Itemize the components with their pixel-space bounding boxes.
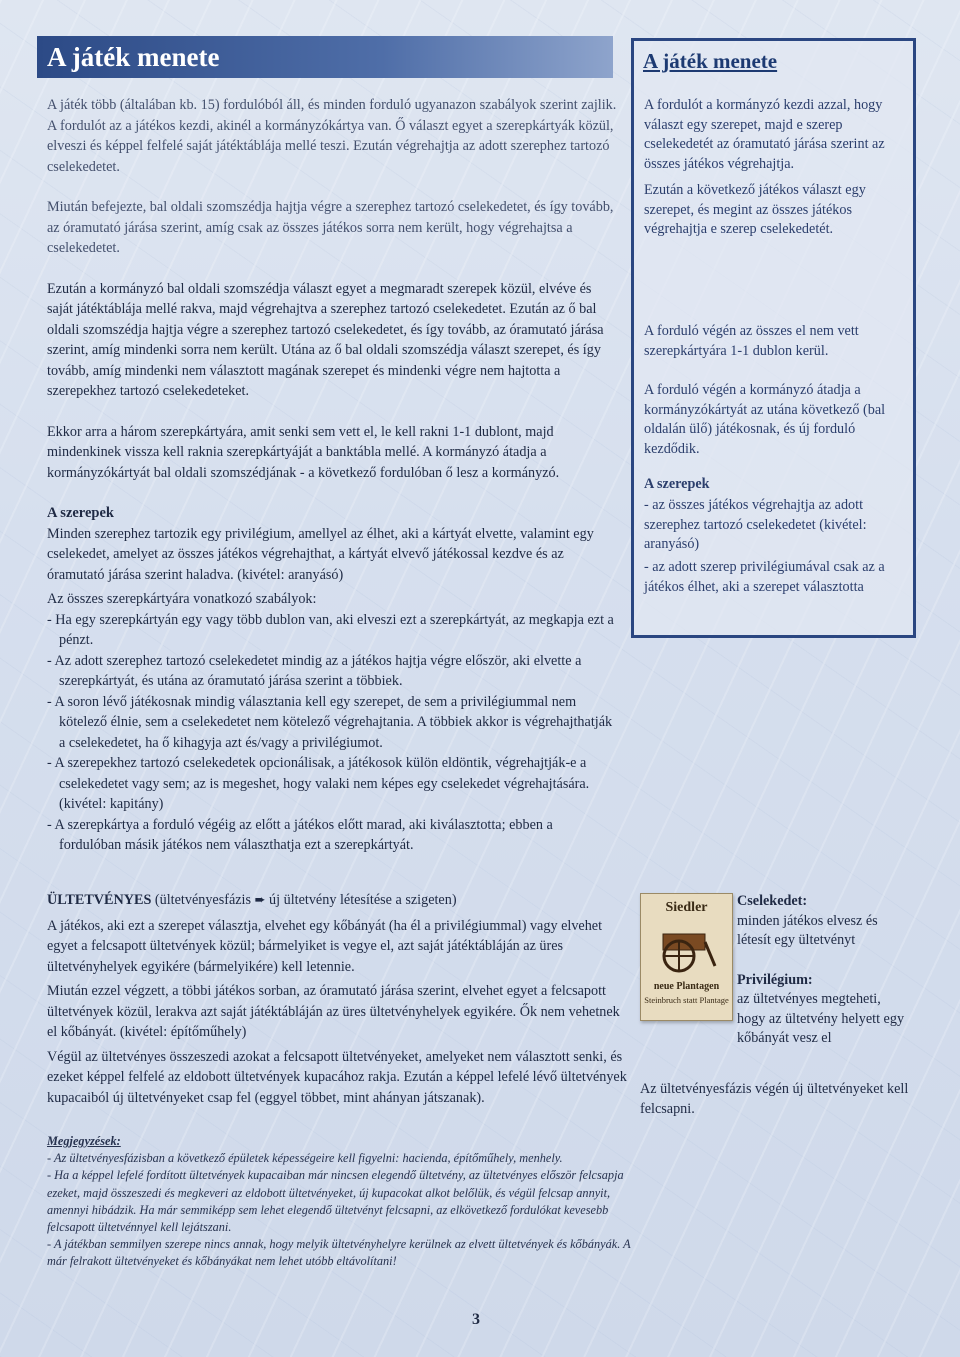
card-brand: Siedler [665,900,708,915]
planter-paragraph-2: Miután ezzel végzett, a többi játékos sorban, az óramutató járása szerint, elvehet egyet a felcsapott ültetvények közül, lerakva azt saját játéktábláján az üres ültetvényhelyek egyikére. Ők nem vehetnek el kőbányát. (kivétel: építőműhely) [47,983,620,1040]
notes-title: Megjegyzések: [47,1134,121,1148]
card-info-end: Az ültetvényesfázis végén új ültetvényeket kell felcsapni. [640,1081,909,1117]
sidebar-roles-item-1: - az összes játékos végrehajtja az adott szerephez tartozó cselekedetet (kivétel: aranyásó) [644,497,867,552]
action-text: minden játékos elvesz és létesít egy ültetvényt [737,912,878,948]
paragraph-3: Ezután a kormányzó bal oldali szomszédja választ egyet a megmaradt szerepek közül, elvéve és saját játéktáblája mellé rakva, majd végrehajtva a szerephez tartozó cselekedetet. Ezután az ő bal oldali szomszédja hajtja végre a szerephez tartozó cselekedetet, és így tovább, az óramutató járása szerint, amíg mindenki sorra nem került. Utána az ő bal oldali szomszédja választ szerepet, és így tovább, amíg mindenki nem választott magának szerepet és mindenki végre nem hajtotta a szerepekhez tartozó cselekedeteket. [47,280,604,399]
sidebar-text-2: Ezután a következő játékos választ egy szerepet, és megint az összes játékos végrehajtja e szerep cselekedetét. [644,182,866,237]
action-label: Cselekedet: [737,893,808,909]
roles-paragraph: Minden szerephez tartozik egy privilégium, amellyel az élhet, aki a kártyát elvette, valamint egy cselekedet, amelyet az összes játékos végrehajthat, a kártyát elvevő játékossal kezdve és az óramutató járása szerint haladva. (kivétel: aranyásó) [47,525,594,583]
planter-section [47,890,627,1112]
sidebar-roles-item-2: - az adott szerep privilégiumával csak az a játékos élhet, aki a szerepet választotta [644,559,885,595]
paragraph-2: Miután befejezte, bal oldali szomszédja hajtja végre a szerephez tartozó cselekedetet, és így tovább, az óramutató járása szerint, amíg csak az összes játékos sorra nem került, hogy végrehajtsa a cselekedetet. [47,199,614,256]
planter-paragraph-1: A játékos, aki ezt a szerepet választja, elvehet egy kőbányát (ha él a privilégiummal) vagy elvehet egyet a felcsapott ültetvények közül; bármelyiket is vegye el, azt saját játéktábláján az üres ültetvényhelyek egyikére (bármelyikére) kell letennie. [47,917,603,975]
note-item: - A játékban semmilyen szerepe nincs annak, hogy melyik ültetvényhelyre kerülnek az elvett ültetvények és kőbányák. A már felrakott ültetvényeket és kőbányákat nem lehet utóbb eltávolítani! [47,1237,631,1269]
main-column [47,95,617,856]
list-item: - A szerepkártya a forduló végéig az előtt a játékos előtt marad, aki kiválasztotta; ebben a fordulóban másik játékos nem választhatja ezt a szerepkártyát. [47,816,553,853]
summary-sidebar [631,38,916,638]
notes-section [47,1133,632,1271]
rules-intro: Az összes szerepkártyára vonatkozó szabályok: [47,591,317,607]
role-card-image [640,893,733,1021]
planter-title: ÜLTETVÉNYES [47,892,152,908]
paragraph-4: Ekkor arra a három szerepkártyára, amit senki sem vett el, le kell rakni 1-1 dublont, majd mindenkinek vissza kell raknia szerepkártyáját a banktábla mellé. A kormányzó átadja a kormányzókártyát bal oldali szomszédjának - a következő fordulóban ő lesz a kormányzó. [47,423,560,481]
card-title: neue Plantagen [653,981,720,992]
sidebar-title: A játék menete [643,49,778,73]
intro-paragraph: A játék több (általában kb. 15) fordulóból áll, és minden forduló ugyanazon szabályok szerint zajlik. A fordulót az a játékos kezdi, akinél a kormányzókártya van. Ő választ egyet a szerepkártyák közül, elveszi és képpel felfelé saját játéktáblája mellé teszi. Ezután végrehajtja az adott szerephez tartozó cselekedetet. [47,97,617,175]
list-item: - Ha egy szerepkártyán egy vagy több dublon van, aki elveszi ezt a szerepkártyát, az megkapja ezt a pénzt. [47,611,614,648]
rules-list [47,610,617,856]
roles-heading: A szerepek [47,505,114,521]
privilege-label: Privilégium: [737,971,813,988]
cart-icon [657,920,717,976]
list-item: - Az adott szerephez tartozó cselekedetet mindig az a játékos hajtja végre először, aki elvette a szerepkártyát, és utána az óramutató járása szerint a többiek. [47,652,582,689]
sidebar-text-4: A forduló végén a kormányzó átadja a kormányzókártyát az utána következő (bal oldalán ülő) játékosnak, és új forduló kezdődik. [644,382,886,457]
sidebar-roles-heading: A szerepek [644,476,710,492]
note-item: - Ha a képpel lefelé fordított ültetvények kupacaiban már nincsen elegendő ültetvény, az ültetvényes először felcsapja ezeket, majd összeszedi és megkeveri az eldobott ültetvényeket, új kupacokat alkot belőlük, és végül felcsap annyit, amennyi hibádzik. Ha már semmiképp sem lehet elegendő ültetvényt felcsapni, az elkövetkező fordulókat kevesebb felcsapott ültetvénnyel kell lejátszani. [47,1168,624,1235]
card-info [737,892,912,1049]
sidebar-text-3: A forduló végén az összes el nem vett szerepkártyára 1-1 dublon kerül. [644,323,859,359]
note-item: - Az ültetvényesfázisban a következő épületek képességeire kell figyelni: hacienda, építőműhely, menhely. [47,1151,563,1166]
list-item: - A soron lévő játékosnak mindig választania kell egy szerepet, de sem a privilégiummal nem kötelező élnie, sem a cselekedetet nem kötelező végrehajtania. A többiek akkor is végrehajthatják a cselekedetet, ha ő kihagyja azt és/vagy a privilégiumot. [47,693,613,751]
privilege-text: az ültetvényes megteheti, hogy az ültetvény helyett egy kőbányát vesz el [737,991,905,1046]
sidebar-text-1: A fordulót a kormányzó kezdi azzal, hogy választ egy szerepet, majd e szerep cselekedetét az óramutató járása szerint az összes játékos végrehajtja. [644,97,885,172]
page-number: 3 [472,1311,480,1328]
planter-subtitle-right: új ültetvény létesítése a szigeten) [269,892,457,908]
arrow-right-icon: ➨ [254,893,266,908]
card-subtitle: Steinbruch statt Plantage [644,995,729,1005]
list-item: - A szerepekhez tartozó cselekedetek opcionálisak, a játékosok külön eldöntik, végrehajtják-e a cselekedetet vagy sem; az is megeshet, hogy valaki nem képes egy cselekedet végrehajtására. (kivétel: kapitány) [47,755,590,812]
planter-paragraph-3: Végül az ültetvényes összeszedi azokat a felcsapott ültetvényeket, amelyeket nem választott senki, és ezeket képpel felfelé az eldobott ültetvények kupacához rakja. Ezután a képpel lefelé lévő ültetvények kupacaiból új ültetvényeket csap fel (eggyel többet, mint ahányan játszanak). [47,1048,627,1106]
planter-subtitle-left: (ültetvényesfázis [154,892,252,908]
page-title: A játék menete [37,36,613,78]
